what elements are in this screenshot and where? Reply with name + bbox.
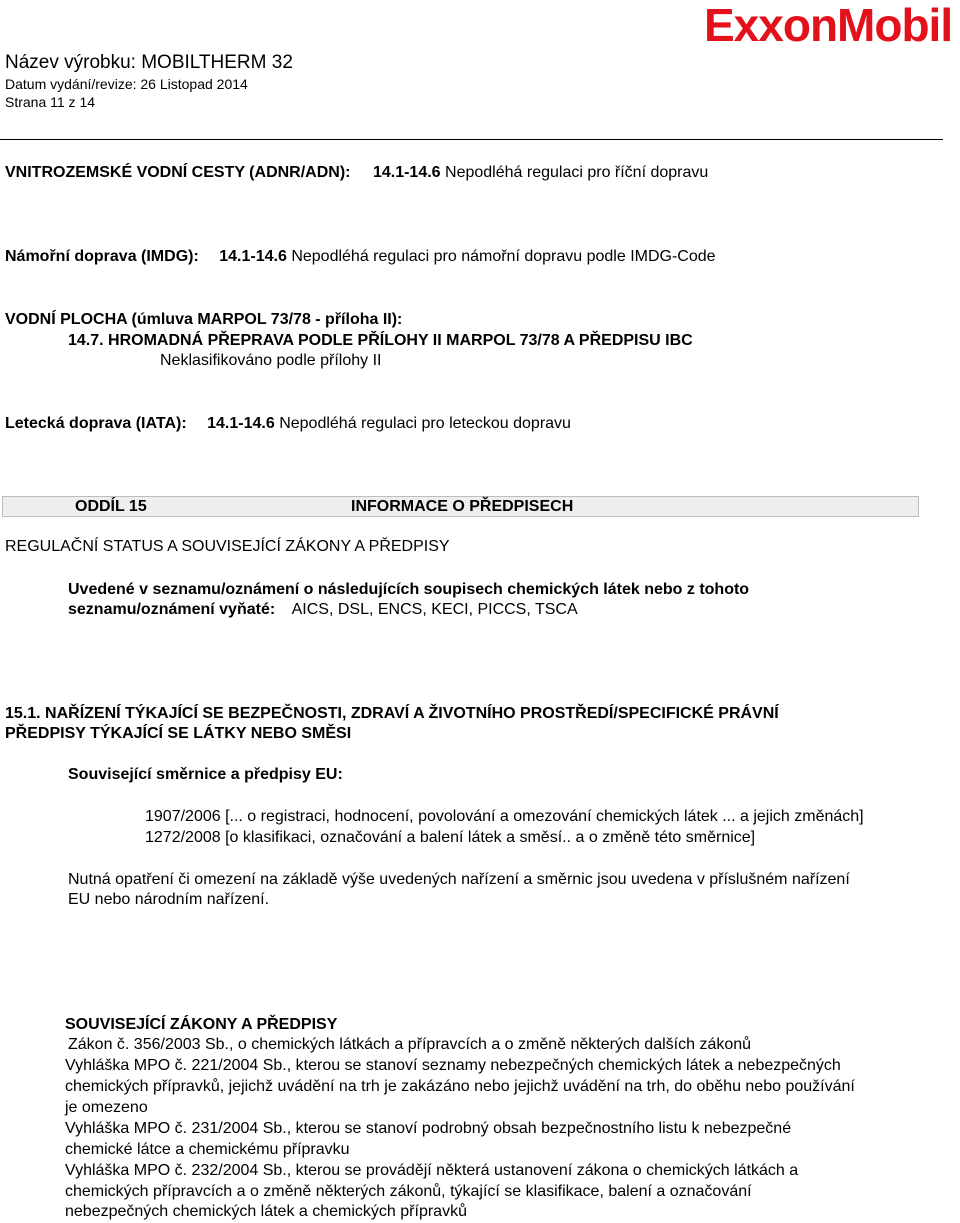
section-15-1-line-1: 15.1. NAŘÍZENÍ TÝKAJÍCÍ SE BEZPEČNOSTI, ZDRAVÍ A ŽIVOTNÍHO PROSTŘEDÍ/SPECIFICKÉ PRÁVNÍ bbox=[5, 705, 779, 722]
section-title: INFORMACE O PŘEDPISECH bbox=[351, 498, 574, 515]
inventory-line-2 bbox=[68, 601, 578, 619]
law-line: chemické látce a chemickému přípravku bbox=[65, 1141, 350, 1158]
law-line: Vyhláška MPO č. 231/2004 Sb., kterou se stanoví podrobný obsah bezpečnostního listu k nebezpečné bbox=[65, 1120, 792, 1137]
page-number: Strana 11 z 14 bbox=[5, 94, 96, 110]
marpol-text: Neklasifikováno podle přílohy II bbox=[160, 352, 382, 369]
eu-item-reach: 1907/2006 [... o registraci, hodnocení, povolování a omezování chemických látek ... a jejich změnách] bbox=[145, 808, 864, 825]
law-line: Zákon č. 356/2003 Sb., o chemických látkách a přípravcích a o změně některých dalších zákonů bbox=[68, 1036, 752, 1053]
section-15-1-line-2: PŘEDPISY TÝKAJÍCÍ SE LÁTKY NEBO SMĚSI bbox=[5, 725, 352, 742]
adnr-text: Nepodléhá regulaci pro říční dopravu bbox=[445, 164, 709, 181]
marpol-label: VODNÍ PLOCHA (úmluva MARPOL 73/78 - příloha II): bbox=[5, 311, 403, 328]
measures-line-2: EU nebo národním nařízení. bbox=[68, 891, 270, 908]
law-line: Vyhláška MPO č. 221/2004 Sb., kterou se stanoví seznamy nebezpečných chemických látek a nebezpečných bbox=[65, 1057, 841, 1074]
adnr-label: VNITROZEMSKÉ VODNÍ CESTY (ADNR/ADN): bbox=[5, 164, 351, 181]
imdg-num: 14.1-14.6 bbox=[219, 248, 287, 265]
adnr-row bbox=[5, 164, 708, 182]
header-divider bbox=[0, 139, 943, 140]
regulatory-heading: REGULAČNÍ STATUS A SOUVISEJÍCÍ ZÁKONY A PŘEDPISY bbox=[5, 538, 450, 555]
iata-num: 14.1-14.6 bbox=[207, 415, 275, 432]
section-number: ODDÍL 15 bbox=[75, 498, 147, 515]
law-line: chemických přípravcích a o změně některých zákonů, týkající se klasifikace, balení a označování bbox=[65, 1183, 752, 1200]
iata-label: Letecká doprava (IATA): bbox=[5, 415, 187, 432]
eu-item-clp: 1272/2008 [o klasifikaci, označování a balení látek a směsí.. a o změně této směrnice] bbox=[145, 829, 756, 846]
iata-text: Nepodléhá regulaci pro leteckou dopravu bbox=[279, 415, 571, 432]
law-line: Vyhláška MPO č. 232/2004 Sb., kterou se provádějí některá ustanovení zákona o chemických látkách a bbox=[65, 1162, 799, 1179]
product-name: Název výrobku: MOBILTHERM 32 bbox=[5, 52, 293, 73]
inventory-value: AICS, DSL, ENCS, KECI, PICCS, TSCA bbox=[291, 601, 578, 618]
law-line: je omezeno bbox=[65, 1099, 148, 1116]
marpol-heading: 14.7. HROMADNÁ PŘEPRAVA PODLE PŘÍLOHY II MARPOL 73/78 A PŘEDPISU IBC bbox=[68, 332, 693, 349]
law-line: chemických přípravků, jejichž uvádění na trh je zakázáno nebo jejichž uvádění na trh, do oběhu nebo používání bbox=[65, 1078, 855, 1095]
imdg-text: Nepodléhá regulaci pro námořní dopravu podle IMDG-Code bbox=[291, 248, 716, 265]
iata-row bbox=[5, 415, 571, 433]
law-line: nebezpečných chemických látek a chemických přípravků bbox=[65, 1203, 467, 1220]
adnr-num: 14.1-14.6 bbox=[372, 164, 441, 181]
measures-line-1: Nutná opatření či omezení na základě výše uvedených nařízení a směrnic jsou uvedena v příslušném nařízení bbox=[68, 871, 850, 888]
imdg-row bbox=[5, 248, 716, 266]
exxonmobil-logo: ExxonMobil bbox=[704, 0, 953, 51]
related-laws-heading: SOUVISEJÍCÍ ZÁKONY A PŘEDPISY bbox=[65, 1016, 338, 1033]
imdg-label: Námořní doprava (IMDG): bbox=[5, 248, 199, 265]
section-header-bar bbox=[2, 496, 919, 517]
eu-directives-heading: Související směrnice a předpisy EU: bbox=[68, 766, 343, 783]
issue-date: Datum vydání/revize: 26 Listopad 2014 bbox=[5, 76, 248, 92]
inventory-line-1: Uvedené v seznamu/oznámení o následujících soupisech chemických látek nebo z tohoto bbox=[68, 581, 750, 598]
inventory-label: seznamu/oznámení vyňaté: bbox=[68, 601, 276, 618]
